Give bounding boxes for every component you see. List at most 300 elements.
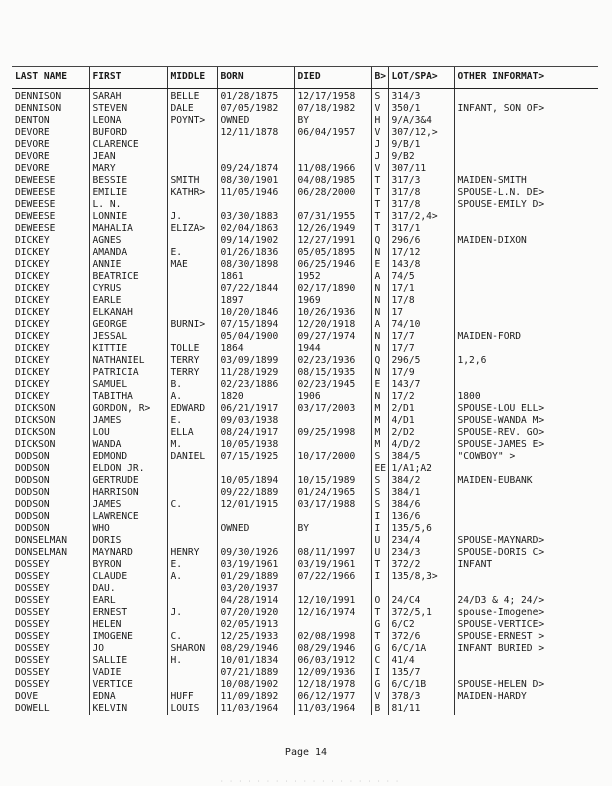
cell-first: LAWRENCE bbox=[89, 511, 167, 523]
cell-lot-spa: 2/D2 bbox=[388, 427, 454, 439]
cell-died: 1906 bbox=[294, 391, 371, 403]
table-row bbox=[12, 391, 598, 403]
cell-died: 08/29/1946 bbox=[294, 643, 371, 655]
cell-died bbox=[294, 583, 371, 595]
cell-died: BY bbox=[294, 115, 371, 127]
cell-born bbox=[217, 151, 294, 163]
cell-other-information bbox=[454, 295, 598, 307]
table-row bbox=[12, 439, 598, 451]
cell-b: H bbox=[371, 115, 388, 127]
cell-middle: BELLE bbox=[167, 89, 217, 104]
cell-lot-spa: 317/8 bbox=[388, 187, 454, 199]
cell-first: CLAUDE bbox=[89, 571, 167, 583]
cell-last-name: DICKSON bbox=[15, 427, 56, 438]
cell-middle bbox=[167, 463, 217, 475]
cell-first: JAMES bbox=[89, 499, 167, 511]
cell-lot-spa: 384/2 bbox=[388, 475, 454, 487]
cell-other-information bbox=[454, 319, 598, 331]
cell-last-name: DICKEY bbox=[15, 391, 50, 402]
cell-last-name: DICKEY bbox=[15, 307, 50, 318]
cell-b: Q bbox=[371, 355, 388, 367]
cell-b: V bbox=[371, 127, 388, 139]
cell-b: T bbox=[371, 187, 388, 199]
cell-born: 02/04/1863 bbox=[217, 223, 294, 235]
cell-other-information bbox=[454, 247, 598, 259]
cell-other-information bbox=[454, 523, 598, 535]
cell-last-name: DEWEESE bbox=[15, 199, 56, 210]
cell-b: I bbox=[371, 511, 388, 523]
cell-last-name: DICKEY bbox=[15, 355, 50, 366]
cell-middle: SHARON bbox=[167, 643, 217, 655]
cell-last-name: DICKSON bbox=[15, 403, 56, 414]
cell-middle: TERRY bbox=[167, 367, 217, 379]
cell-b: N bbox=[371, 295, 388, 307]
cell-born: 09/14/1902 bbox=[217, 235, 294, 247]
cell-b: E bbox=[371, 379, 388, 391]
cell-b: S bbox=[371, 475, 388, 487]
cell-middle bbox=[167, 139, 217, 151]
cell-b: V bbox=[371, 691, 388, 703]
cell-lot-spa: 234/3 bbox=[388, 547, 454, 559]
cell-born: 05/04/1900 bbox=[217, 331, 294, 343]
table-row bbox=[12, 619, 598, 631]
cell-born: 07/22/1844 bbox=[217, 283, 294, 295]
cell-b: T bbox=[371, 175, 388, 187]
cell-died: 05/05/1895 bbox=[294, 247, 371, 259]
cell-other-information bbox=[454, 151, 598, 163]
cell-died: 12/17/1958 bbox=[294, 89, 371, 104]
cell-b: T bbox=[371, 607, 388, 619]
cell-other-information: SPOUSE-DORIS C> bbox=[454, 547, 598, 559]
table-row bbox=[12, 499, 598, 511]
cell-other-information bbox=[454, 163, 598, 175]
cell-b: T bbox=[371, 631, 388, 643]
cell-b: T bbox=[371, 211, 388, 223]
cell-died: 1952 bbox=[294, 271, 371, 283]
cell-middle bbox=[167, 271, 217, 283]
cell-lot-spa: 17/2 bbox=[388, 391, 454, 403]
cell-b: N bbox=[371, 331, 388, 343]
cell-born: 01/29/1889 bbox=[217, 571, 294, 583]
cell-last-name: DICKEY bbox=[15, 295, 50, 306]
table-row bbox=[12, 667, 598, 679]
cell-born: 11/03/1964 bbox=[217, 703, 294, 715]
cell-first: HELEN bbox=[89, 619, 167, 631]
cell-died: 12/27/1991 bbox=[294, 235, 371, 247]
cell-last-name: DICKSON bbox=[15, 439, 56, 450]
table-row bbox=[12, 223, 598, 235]
cell-other-information: MAIDEN-SMITH bbox=[454, 175, 598, 187]
cell-died: 03/17/2003 bbox=[294, 403, 371, 415]
cell-last-name: DICKSON bbox=[15, 415, 56, 426]
cell-last-name: DOSSEY bbox=[15, 607, 50, 618]
cell-other-information: INFANT, SON OF> bbox=[454, 103, 598, 115]
cell-lot-spa: 4/D1 bbox=[388, 415, 454, 427]
cell-died: 08/15/1935 bbox=[294, 367, 371, 379]
cell-first: ANNIE bbox=[89, 259, 167, 271]
cell-middle bbox=[167, 235, 217, 247]
cell-middle: BURNI> bbox=[167, 319, 217, 331]
table-row bbox=[12, 487, 598, 499]
cell-lot-spa: 135/8,3> bbox=[388, 571, 454, 583]
cell-other-information: SPOUSE-ERNEST > bbox=[454, 631, 598, 643]
cell-born: 08/24/1917 bbox=[217, 427, 294, 439]
cell-other-information: "COWBOY" > bbox=[454, 451, 598, 463]
table-row bbox=[12, 655, 598, 667]
table-row bbox=[12, 343, 598, 355]
cell-first: TABITHA bbox=[89, 391, 167, 403]
cell-first: VERTICE bbox=[89, 679, 167, 691]
cell-middle: C. bbox=[167, 631, 217, 643]
cell-first: AMANDA bbox=[89, 247, 167, 259]
cell-lot-spa: 74/10 bbox=[388, 319, 454, 331]
cell-died bbox=[294, 439, 371, 451]
cell-other-information bbox=[454, 379, 598, 391]
cell-b: M bbox=[371, 439, 388, 451]
cell-first: STEVEN bbox=[89, 103, 167, 115]
cell-first: PATRICIA bbox=[89, 367, 167, 379]
cell-lot-spa: 372/5,1 bbox=[388, 607, 454, 619]
cell-b: M bbox=[371, 403, 388, 415]
cell-b: B bbox=[371, 703, 388, 715]
cell-middle: ELLA bbox=[167, 427, 217, 439]
cell-born: 03/30/1883 bbox=[217, 211, 294, 223]
table-row bbox=[12, 607, 598, 619]
table-row bbox=[12, 523, 598, 535]
cell-born: 09/03/1938 bbox=[217, 415, 294, 427]
cell-lot-spa: 17/8 bbox=[388, 295, 454, 307]
cell-other-information: SPOUSE-HELEN D> bbox=[454, 679, 598, 691]
cell-last-name: DOSSEY bbox=[15, 643, 50, 654]
cell-died bbox=[294, 463, 371, 475]
cell-middle bbox=[167, 619, 217, 631]
cell-lot-spa: 372/2 bbox=[388, 559, 454, 571]
table-body bbox=[12, 89, 598, 716]
cell-last-name: DONSELMAN bbox=[15, 547, 67, 558]
cell-middle: A. bbox=[167, 391, 217, 403]
cell-born: 06/21/1917 bbox=[217, 403, 294, 415]
cell-lot-spa: 135/5,6 bbox=[388, 523, 454, 535]
cell-middle: E. bbox=[167, 415, 217, 427]
column-header-first: FIRST bbox=[89, 67, 167, 89]
cell-first: EARL bbox=[89, 595, 167, 607]
cell-born bbox=[217, 463, 294, 475]
cell-first: EARLE bbox=[89, 295, 167, 307]
cell-died: 02/17/1890 bbox=[294, 283, 371, 295]
cell-middle: A. bbox=[167, 571, 217, 583]
cell-born: 03/20/1937 bbox=[217, 583, 294, 595]
cell-b: V bbox=[371, 163, 388, 175]
cell-last-name: DEWEESE bbox=[15, 211, 56, 222]
table-row bbox=[12, 259, 598, 271]
cell-middle: TOLLE bbox=[167, 343, 217, 355]
table-row bbox=[12, 379, 598, 391]
table-row bbox=[12, 355, 598, 367]
cell-middle bbox=[167, 511, 217, 523]
cell-born: 02/23/1886 bbox=[217, 379, 294, 391]
table-row bbox=[12, 199, 598, 211]
cell-middle: DANIEL bbox=[167, 451, 217, 463]
cell-last-name: DICKEY bbox=[15, 259, 50, 270]
table-row bbox=[12, 115, 598, 127]
cell-lot-spa: 17/7 bbox=[388, 331, 454, 343]
cell-born: 1861 bbox=[217, 271, 294, 283]
cell-born: 07/21/1889 bbox=[217, 667, 294, 679]
cell-died bbox=[294, 139, 371, 151]
cell-died: 09/27/1974 bbox=[294, 331, 371, 343]
cell-first: MARY bbox=[89, 163, 167, 175]
cell-middle bbox=[167, 163, 217, 175]
cell-died bbox=[294, 415, 371, 427]
cell-first: JEAN bbox=[89, 151, 167, 163]
cell-born: 07/05/1982 bbox=[217, 103, 294, 115]
cell-middle: SMITH bbox=[167, 175, 217, 187]
table-row bbox=[12, 319, 598, 331]
cell-middle bbox=[167, 331, 217, 343]
cell-born: 08/30/1901 bbox=[217, 175, 294, 187]
table-header-row bbox=[12, 67, 598, 89]
cell-first: BUFORD bbox=[89, 127, 167, 139]
cell-born bbox=[217, 511, 294, 523]
table-row bbox=[12, 703, 598, 715]
cell-other-information: INFANT BURIED > bbox=[454, 643, 598, 655]
cell-lot-spa: 296/5 bbox=[388, 355, 454, 367]
cell-middle bbox=[167, 475, 217, 487]
cell-middle bbox=[167, 199, 217, 211]
cell-other-information: MAIDEN-DIXON bbox=[454, 235, 598, 247]
cell-last-name: DICKEY bbox=[15, 319, 50, 330]
cell-died: 01/24/1965 bbox=[294, 487, 371, 499]
cell-lot-spa: 372/6 bbox=[388, 631, 454, 643]
cell-lot-spa: 6/C2 bbox=[388, 619, 454, 631]
cell-b: J bbox=[371, 139, 388, 151]
cell-lot-spa: 74/5 bbox=[388, 271, 454, 283]
cell-b: U bbox=[371, 535, 388, 547]
table-row bbox=[12, 271, 598, 283]
cell-lot-spa: 136/6 bbox=[388, 511, 454, 523]
cell-born: 11/05/1946 bbox=[217, 187, 294, 199]
cell-lot-spa: 17/12 bbox=[388, 247, 454, 259]
cell-other-information bbox=[454, 139, 598, 151]
cell-b: M bbox=[371, 415, 388, 427]
table-row bbox=[12, 331, 598, 343]
table-row bbox=[12, 475, 598, 487]
cell-first: JO bbox=[89, 643, 167, 655]
table-row bbox=[12, 679, 598, 691]
table-row bbox=[12, 307, 598, 319]
cell-first: BYRON bbox=[89, 559, 167, 571]
cell-first: GEORGE bbox=[89, 319, 167, 331]
cell-first: LEONA bbox=[89, 115, 167, 127]
table-row bbox=[12, 175, 598, 187]
cell-died bbox=[294, 151, 371, 163]
cell-last-name: DEVORE bbox=[15, 139, 50, 150]
cell-died: 10/15/1989 bbox=[294, 475, 371, 487]
cell-last-name: DICKEY bbox=[15, 379, 50, 390]
table-row bbox=[12, 463, 598, 475]
cell-born: 03/19/1961 bbox=[217, 559, 294, 571]
cell-last-name: DEWEESE bbox=[15, 175, 56, 186]
cell-first: SAMUEL bbox=[89, 379, 167, 391]
table-row bbox=[12, 631, 598, 643]
cell-b: N bbox=[371, 391, 388, 403]
cell-lot-spa: 81/11 bbox=[388, 703, 454, 715]
cell-died: 06/25/1946 bbox=[294, 259, 371, 271]
cell-middle bbox=[167, 667, 217, 679]
scan-artifact: · · · · · · · · · · · · · · · · · · · · bbox=[220, 778, 400, 785]
cell-middle: J. bbox=[167, 607, 217, 619]
cell-first: BESSIE bbox=[89, 175, 167, 187]
cell-last-name: DOSSEY bbox=[15, 631, 50, 642]
cell-died: BY bbox=[294, 523, 371, 535]
cell-b: G bbox=[371, 643, 388, 655]
cell-born: 02/05/1913 bbox=[217, 619, 294, 631]
cell-last-name: DOSSEY bbox=[15, 679, 50, 690]
cell-first: KITTIE bbox=[89, 343, 167, 355]
cell-last-name: DODSON bbox=[15, 463, 50, 474]
cell-born: 07/20/1920 bbox=[217, 607, 294, 619]
cell-last-name: DICKEY bbox=[15, 367, 50, 378]
cell-born: 10/01/1834 bbox=[217, 655, 294, 667]
cell-other-information bbox=[454, 571, 598, 583]
cell-last-name: DENNISON bbox=[15, 91, 62, 102]
cell-b: U bbox=[371, 547, 388, 559]
table-row bbox=[12, 247, 598, 259]
cell-other-information: spouse-Imogene> bbox=[454, 607, 598, 619]
cell-b: A bbox=[371, 271, 388, 283]
cell-other-information: MAIDEN-FORD bbox=[454, 331, 598, 343]
cell-other-information: SPOUSE-VERTICE> bbox=[454, 619, 598, 631]
cell-middle: B. bbox=[167, 379, 217, 391]
cell-b: Q bbox=[371, 235, 388, 247]
cell-died: 09/25/1998 bbox=[294, 427, 371, 439]
cell-died: 10/26/1936 bbox=[294, 307, 371, 319]
cell-other-information: SPOUSE-WANDA M> bbox=[454, 415, 598, 427]
cell-last-name: DOSSEY bbox=[15, 583, 50, 594]
cell-other-information bbox=[454, 655, 598, 667]
cell-b: G bbox=[371, 679, 388, 691]
cell-middle bbox=[167, 535, 217, 547]
cell-middle bbox=[167, 487, 217, 499]
burial-records-table bbox=[12, 66, 598, 715]
table-row bbox=[12, 103, 598, 115]
cell-died: 07/18/1982 bbox=[294, 103, 371, 115]
cell-died: 04/08/1985 bbox=[294, 175, 371, 187]
cell-born: 01/28/1875 bbox=[217, 89, 294, 104]
table-row bbox=[12, 451, 598, 463]
column-header-died: DIED bbox=[294, 67, 371, 89]
cell-last-name: DODSON bbox=[15, 487, 50, 498]
cell-died: 03/17/1988 bbox=[294, 499, 371, 511]
cell-middle bbox=[167, 283, 217, 295]
cell-lot-spa: 384/6 bbox=[388, 499, 454, 511]
cell-died bbox=[294, 199, 371, 211]
table-row bbox=[12, 595, 598, 607]
column-header-other-information: OTHER INFORMAT> bbox=[454, 67, 598, 89]
cell-b: I bbox=[371, 667, 388, 679]
cell-died: 12/10/1991 bbox=[294, 595, 371, 607]
cell-last-name: DICKEY bbox=[15, 271, 50, 282]
cell-born: 12/25/1933 bbox=[217, 631, 294, 643]
cell-died bbox=[294, 619, 371, 631]
cell-first: EMILIE bbox=[89, 187, 167, 199]
cell-b: I bbox=[371, 523, 388, 535]
cell-lot-spa: 296/6 bbox=[388, 235, 454, 247]
cell-lot-spa: 17/9 bbox=[388, 367, 454, 379]
cell-other-information: 1,2,6 bbox=[454, 355, 598, 367]
cell-b: N bbox=[371, 283, 388, 295]
cell-first: IMOGENE bbox=[89, 631, 167, 643]
cell-other-information: 24/D3 & 4; 24/> bbox=[454, 595, 598, 607]
cell-b: T bbox=[371, 199, 388, 211]
cell-first: LONNIE bbox=[89, 211, 167, 223]
table-row bbox=[12, 511, 598, 523]
cell-b: V bbox=[371, 103, 388, 115]
cell-other-information bbox=[454, 223, 598, 235]
cell-first: CLARENCE bbox=[89, 139, 167, 151]
cell-first: GERTRUDE bbox=[89, 475, 167, 487]
cell-died: 1969 bbox=[294, 295, 371, 307]
cell-lot-spa: 317/3 bbox=[388, 175, 454, 187]
column-header-lot-spa: LOT/SPA> bbox=[388, 67, 454, 89]
cell-first: KELVIN bbox=[89, 703, 167, 715]
cell-last-name: DEVORE bbox=[15, 127, 50, 138]
cell-other-information bbox=[454, 127, 598, 139]
cell-other-information bbox=[454, 487, 598, 499]
table-row bbox=[12, 211, 598, 223]
cell-last-name: DOSSEY bbox=[15, 655, 50, 666]
cell-died: 1944 bbox=[294, 343, 371, 355]
cell-born: 12/11/1878 bbox=[217, 127, 294, 139]
cell-middle: E. bbox=[167, 559, 217, 571]
cell-died: 02/23/1945 bbox=[294, 379, 371, 391]
cell-born: 11/28/1929 bbox=[217, 367, 294, 379]
cell-lot-spa: 307/12,> bbox=[388, 127, 454, 139]
cell-b: J bbox=[371, 151, 388, 163]
cell-middle bbox=[167, 151, 217, 163]
cell-first: L. N. bbox=[89, 199, 167, 211]
cell-first: EDMOND bbox=[89, 451, 167, 463]
table-row bbox=[12, 571, 598, 583]
cell-other-information bbox=[454, 89, 598, 104]
cell-other-information bbox=[454, 283, 598, 295]
cell-other-information: MAIDEN-EUBANK bbox=[454, 475, 598, 487]
cell-died: 06/28/2000 bbox=[294, 187, 371, 199]
cell-first: LOU bbox=[89, 427, 167, 439]
cell-last-name: DEVORE bbox=[15, 163, 50, 174]
cell-b: N bbox=[371, 247, 388, 259]
cell-lot-spa: 17 bbox=[388, 307, 454, 319]
cell-middle: MAE bbox=[167, 259, 217, 271]
cell-last-name: DOWELL bbox=[15, 703, 50, 714]
cell-last-name: DICKEY bbox=[15, 235, 50, 246]
cell-died: 11/08/1966 bbox=[294, 163, 371, 175]
cell-other-information: INFANT bbox=[454, 559, 598, 571]
column-header-last-name: LAST NAME bbox=[12, 67, 89, 89]
cell-last-name: DODSON bbox=[15, 499, 50, 510]
cell-b: S bbox=[371, 487, 388, 499]
cell-middle: EDWARD bbox=[167, 403, 217, 415]
cell-other-information bbox=[454, 463, 598, 475]
cell-lot-spa: 384/1 bbox=[388, 487, 454, 499]
cell-died: 06/12/1977 bbox=[294, 691, 371, 703]
cell-middle: E. bbox=[167, 247, 217, 259]
cell-first: SALLIE bbox=[89, 655, 167, 667]
cell-first: ELDON JR. bbox=[89, 463, 167, 475]
table-row bbox=[12, 127, 598, 139]
table-row bbox=[12, 283, 598, 295]
cell-middle: C. bbox=[167, 499, 217, 511]
